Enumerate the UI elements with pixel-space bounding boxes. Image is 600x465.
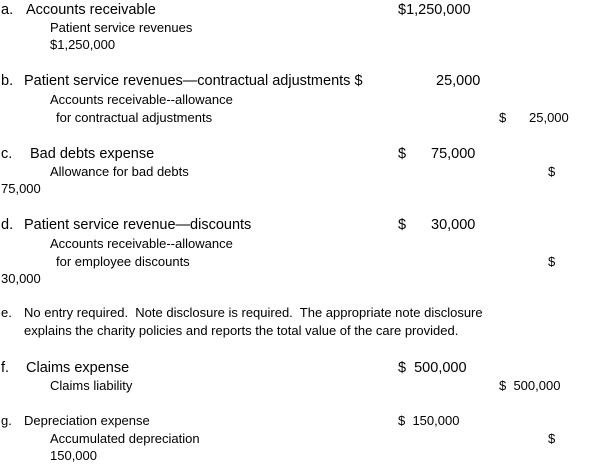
entry-d-credit-account-line2: for employee discounts xyxy=(56,254,190,269)
entry-g-credit-dollar: $ xyxy=(548,431,556,446)
entry-d-debit-account: Patient service revenue—discounts xyxy=(24,217,252,233)
entry-d-label: d. xyxy=(1,217,14,233)
entry-a-debit-amount: $1,250,000 xyxy=(398,2,471,18)
entry-g-credit-amount: 150,000 xyxy=(50,448,97,463)
entry-g-label: g. xyxy=(1,413,12,428)
entry-b-credit-account-line2: for contractual adjustments xyxy=(56,110,213,125)
entry-d-debit-dollar: $ xyxy=(398,217,407,233)
entry-c-label: c. xyxy=(1,146,13,162)
entry-f-label: f. xyxy=(1,360,10,376)
entry-e-line1: No entry required. Note disclosure is required. The appropriate note disclosure xyxy=(24,305,483,320)
entry-f-debit-account: Claims expense xyxy=(26,360,130,376)
entry-c-debit-dollar: $ xyxy=(398,146,407,162)
entry-e-label: e. xyxy=(1,305,12,320)
entry-d-credit-account-line1: Accounts receivable--allowance xyxy=(50,236,233,251)
entry-f-credit-amount: $ 500,000 xyxy=(499,378,561,393)
entry-b-credit-dollar: $ xyxy=(499,110,507,125)
entry-c-debit-amount: 75,000 xyxy=(431,146,476,162)
entry-b-credit-amount: 25,000 xyxy=(529,110,569,125)
entry-b-debit-account: Patient service revenues—contractual adjustments $ xyxy=(24,73,363,89)
entry-c-credit-amount: 75,000 xyxy=(1,181,41,196)
entry-b-debit-amount: 25,000 xyxy=(436,73,481,89)
entry-g-credit-account: Accumulated depreciation xyxy=(50,431,200,446)
entry-d-debit-amount: 30,000 xyxy=(431,217,476,233)
entry-a-credit-amount: $1,250,000 xyxy=(50,37,116,52)
entry-d-credit-amount: 30,000 xyxy=(1,271,41,286)
entry-g-debit-account: Depreciation expense xyxy=(24,413,150,428)
entry-a-credit-account: Patient service revenues xyxy=(50,20,193,35)
entry-b-credit-account-line1: Accounts receivable--allowance xyxy=(50,92,233,107)
entry-a-label: a. xyxy=(1,2,14,18)
entry-c-credit-account: Allowance for bad debts xyxy=(50,164,189,179)
entry-c-credit-dollar: $ xyxy=(548,164,556,179)
entry-b-label: b. xyxy=(1,73,14,89)
entry-f-credit-account: Claims liability xyxy=(50,378,133,393)
entry-d-credit-dollar: $ xyxy=(548,254,556,269)
entry-e-line2: explains the charity policies and reports the total value of the care provided. xyxy=(24,323,459,338)
entry-a-debit-account: Accounts receivable xyxy=(26,2,156,18)
entry-f-debit-amount: $ 500,000 xyxy=(398,360,467,376)
entry-g-debit-amount: $ 150,000 xyxy=(398,413,460,428)
entry-c-debit-account: Bad debts expense xyxy=(30,146,155,162)
